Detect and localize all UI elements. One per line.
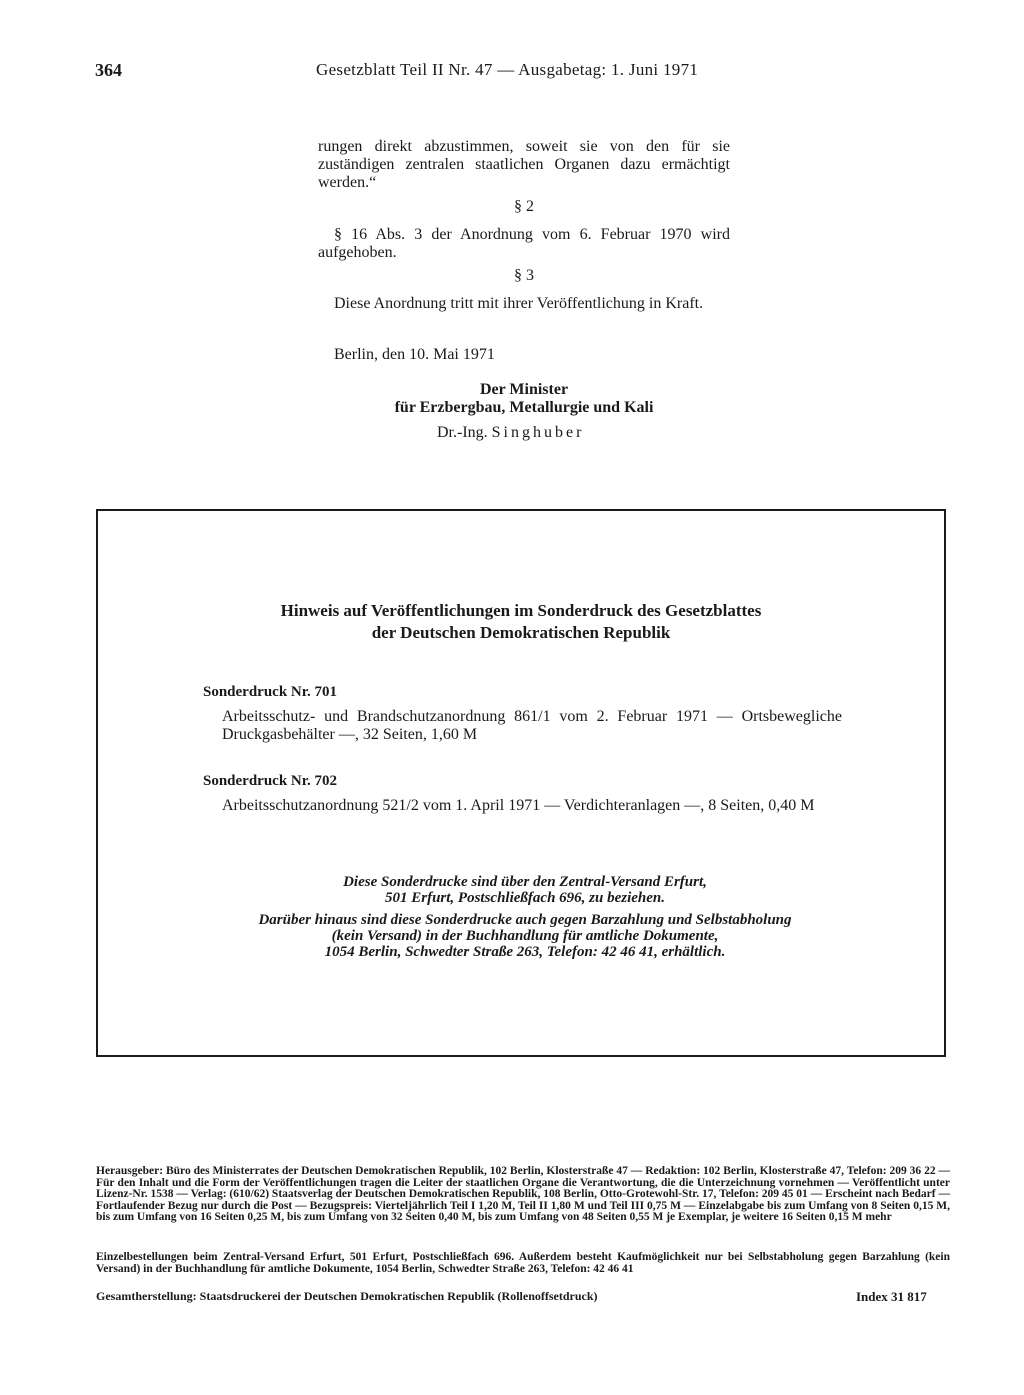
production-note: Gesamtherstellung: Staatsdruckerei der Deutschen Demokratischen Republik (Rollenoffsetdruck) xyxy=(96,1289,598,1303)
section-3-text: Diese Anordnung tritt mit ihrer Veröffentlichung in Kraft. xyxy=(334,295,704,312)
special-print-701-text: Arbeitsschutz- und Brandschutzanordnung 861/1 vom 2. Februar 1971 — Ortsbewegliche Druckgasbehälter —, 32 Seiten, 1,60 M xyxy=(222,708,842,743)
special-print-702-text: Arbeitsschutzanordnung 521/2 vom 1. April 1971 — Verdichteranlagen —, 8 Seiten, 0,40 M xyxy=(222,797,815,814)
signatory-title-1: Der Minister xyxy=(479,381,569,398)
signatory-title-2: für Erzbergbau, Metallurgie und Kali xyxy=(394,399,654,416)
page-number: 364 xyxy=(95,60,122,80)
index-number: Index 31 817 xyxy=(856,1289,927,1304)
special-print-702-heading: Sonderdruck Nr. 702 xyxy=(203,773,338,789)
availability-line-1: Diese Sonderdrucke sind über den Zentral-Versand Erfurt, xyxy=(343,874,707,890)
signatory-name: Singhuber xyxy=(491,424,585,441)
running-title: Gesetzblatt Teil II Nr. 47 — Ausgabetag: 1. Juni 1971 xyxy=(316,60,699,79)
signatory-prefix: Dr.-Ing. xyxy=(437,424,488,441)
section-2-text: § 16 Abs. 3 der Anordnung vom 6. Februar 1970 wird aufgehoben. xyxy=(318,226,730,261)
notice-title-line-2: der Deutschen Demokratischen Republik xyxy=(371,623,671,642)
notice-title-line-1: Hinweis auf Veröffentlichungen im Sonderdruck des Gesetzblattes xyxy=(280,601,762,620)
availability-line-3: Darüber hinaus sind diese Sonderdrucke auch gegen Barzahlung und Selbstabholung xyxy=(258,912,792,928)
date-place: Berlin, den 10. Mai 1971 xyxy=(334,346,495,363)
section-3-heading: § 3 xyxy=(514,267,534,284)
availability-line-4: (kein Versand) in der Buchhandlung für amtliche Dokumente, xyxy=(331,928,719,944)
availability-line-5: 1054 Berlin, Schwedter Straße 263, Telefon: 42 46 41, erhältlich. xyxy=(324,944,726,960)
continued-paragraph: rungen direkt abzustimmen, soweit sie von den für sie zuständigen zentralen staatlichen Organen dazu ermächtigt werden.“ xyxy=(318,138,730,191)
publisher-imprint: Herausgeber: Büro des Ministerrates der Deutschen Demokratischen Republik, 102 Berlin, Klosterstraße 47 — Redaktion: 102 Berlin, Klosterstraße 47, Telefon: 209 36 22 — Für den Inhalt und die Form der Veröffentlichungen tragen die Leiter der staatlichen Organe die Verantwortung, die die Unterzeichnung vornehmen — Veröffentlicht unter Lizenz-Nr. 1538 — Verlag: (610/62) Staatsverlag der Deutschen Demokratischen Republik, 108 Berlin, Otto-Grotewohl-Str. 17, Telefon: 209 45 01 — Erscheint nach Bedarf — Fortlaufender Bezug nur durch die Post — Bezugspreis: Vierteljährlich Teil I 1,20 M, Teil II 1,80 M und Teil III 0,75 M — Einzelabgabe bis zum Umfang von 8 Seiten 0,15 M, bis zum Umfang von 16 Seiten 0,25 M, bis zum Umfang von 32 Seiten 0,40 M, bis zum Umfang von 48 Seiten 0,55 M je Exemplar, je weitere 16 Seiten 0,15 M mehr xyxy=(96,1165,950,1223)
section-2-heading: § 2 xyxy=(514,198,534,215)
availability-line-2: 501 Erfurt, Postschließfach 696, zu beziehen. xyxy=(384,890,666,906)
special-print-701-heading: Sonderdruck Nr. 701 xyxy=(203,684,338,700)
orders-imprint: Einzelbestellungen beim Zentral-Versand Erfurt, 501 Erfurt, Postschließfach 696. Außerdem besteht Kaufmöglichkeit nur bei Selbstabholung gegen Barzahlung (kein Versand) in der Buchhandlung für amtliche Dokumente, 1054 Berlin, Schwedter Straße 263, Telefon: 42 46 41 xyxy=(96,1251,950,1275)
signatory xyxy=(437,424,584,442)
